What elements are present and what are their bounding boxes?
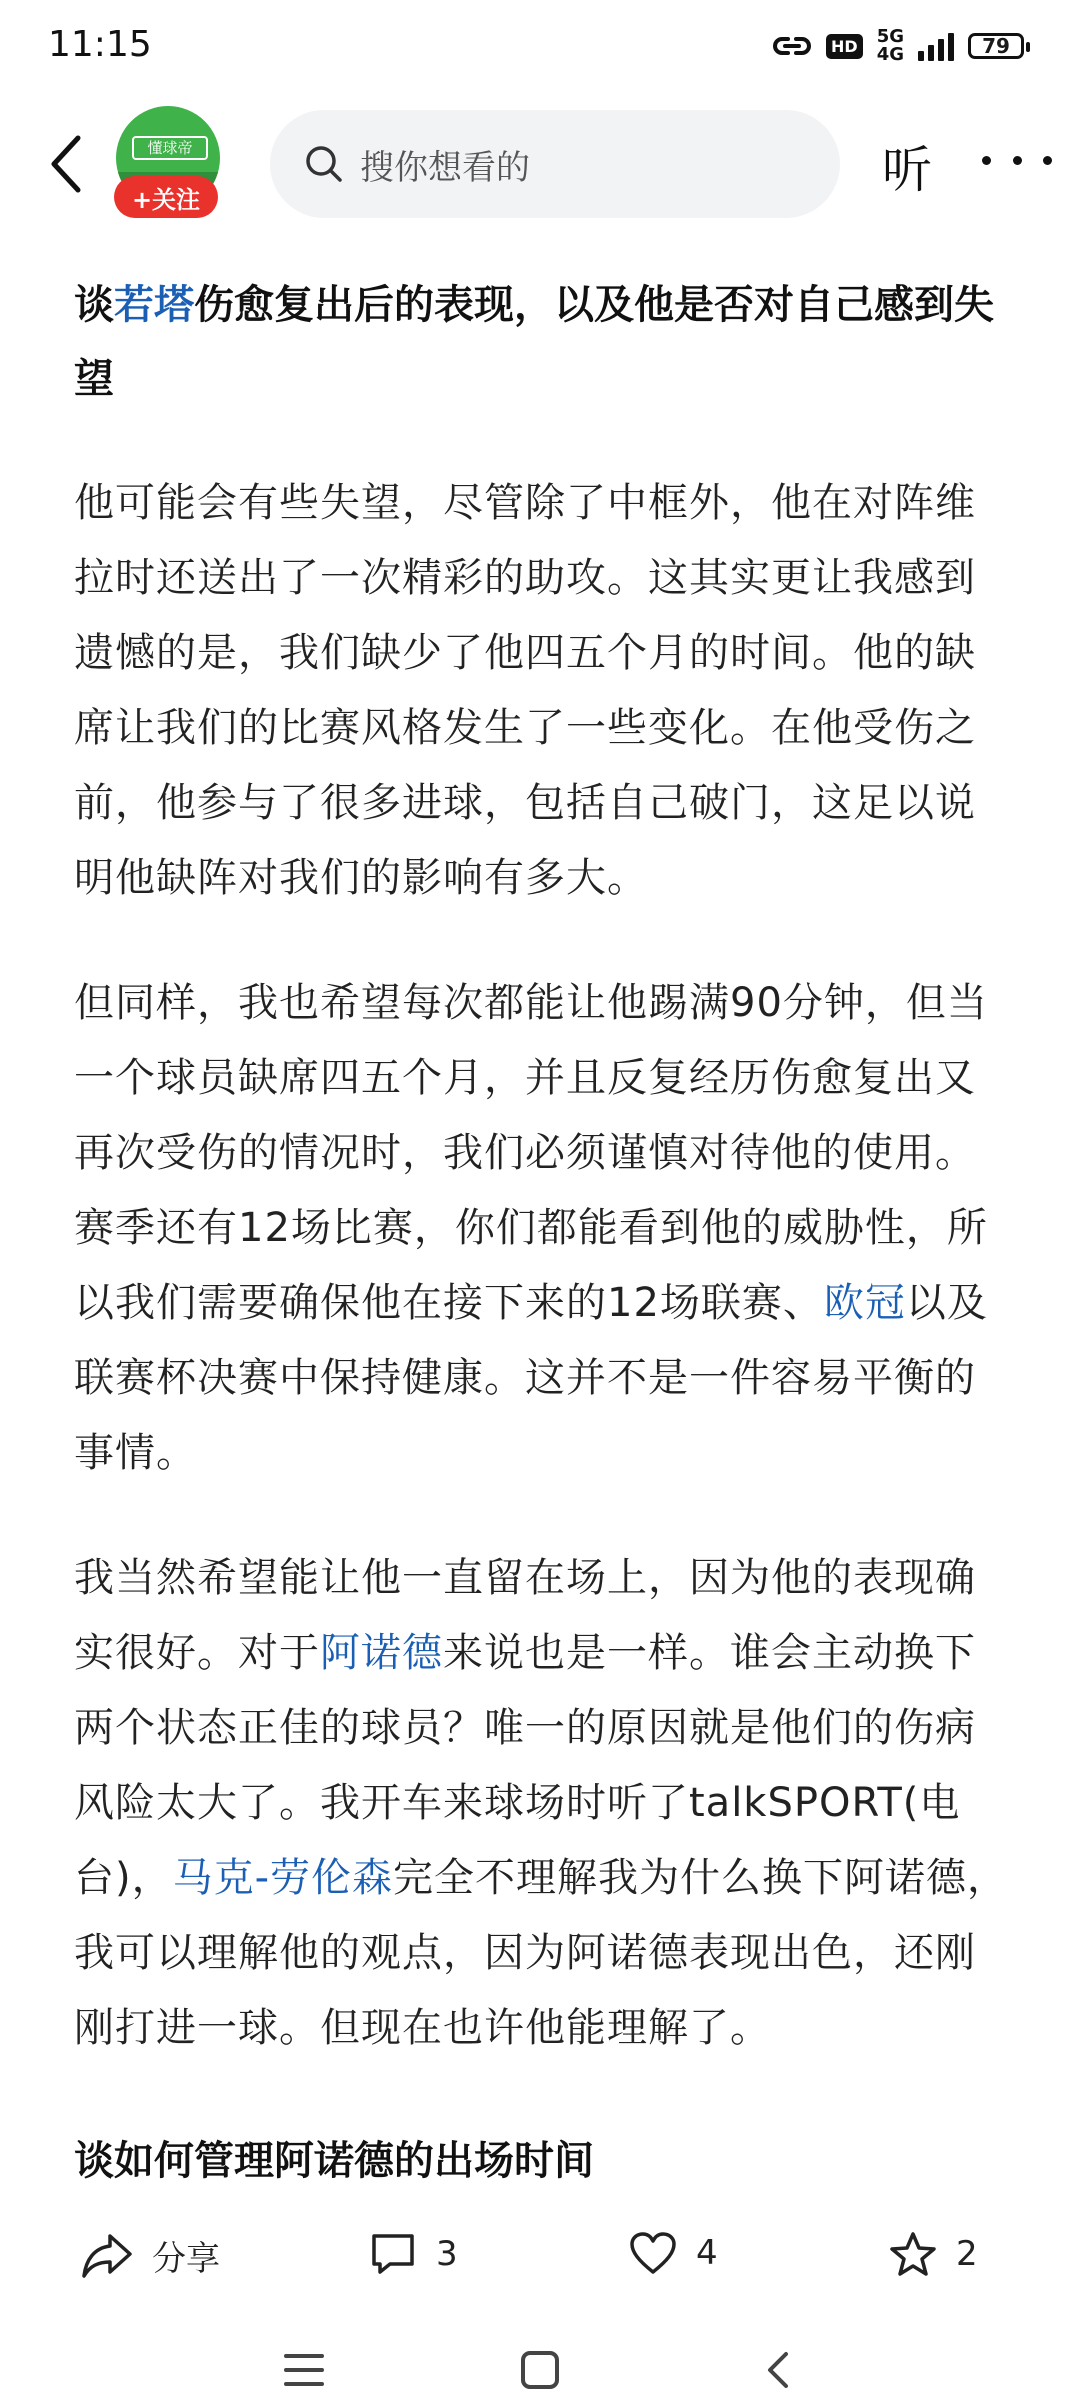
comment-icon: [368, 2230, 418, 2278]
battery-icon: [968, 33, 1024, 59]
topic-link-ucl[interactable]: 欧冠: [823, 1280, 906, 1326]
hd-badge: HD: [826, 34, 863, 59]
player-link-arnold[interactable]: 阿诺德: [320, 1630, 443, 1676]
like-button[interactable]: [628, 2230, 718, 2276]
network-5g-label: 5G: [876, 26, 904, 47]
back-button[interactable]: [36, 126, 96, 202]
like-count: 4: [696, 2233, 718, 2273]
search-icon: [302, 142, 346, 186]
status-bar: [0, 0, 1080, 96]
share-icon: [80, 2230, 134, 2280]
network-4g-label: 4G: [876, 44, 904, 65]
author-avatar-area[interactable]: [112, 106, 222, 218]
follow-button[interactable]: +关注: [114, 176, 218, 218]
favorite-button[interactable]: [888, 2230, 978, 2278]
back-arrow-icon: [48, 134, 84, 194]
top-nav: [0, 100, 1080, 230]
heart-icon: [628, 2230, 678, 2276]
menu-icon[interactable]: [282, 2350, 326, 2390]
avatar-logo-text: 懂球帝: [132, 136, 208, 160]
search-input[interactable]: [270, 110, 840, 218]
share-label: 分享: [152, 2238, 220, 2279]
article-paragraph: 他可能会有些失望，尽管除了中框外，他在对阵维拉时还送出了一次精彩的助攻。这其实更让我感到遗憾的是，我们缺少了他四五个月的时间。他的缺席让我们的比赛风格发生了一些变化。在他受伤之前，他参与了很多进球，包括自己破门，这足以说明他缺阵对我们的影响有多大。: [74, 480, 976, 901]
more-options-icon[interactable]: [982, 130, 1052, 190]
action-bar: [0, 2212, 1080, 2302]
comment-button[interactable]: [368, 2230, 458, 2278]
status-time: 11:15: [48, 24, 152, 65]
article-paragraph: 我当然希望能让他一直留在场上，因为他的表现确实很好。对于阿诺德来说也是一样。谁会主动换下两个状态正佳的球员？唯一的原因就是他们的伤病风险太大了。我开车来球场时听了talkSPORT(电台)，马克-劳伦森完全不理解我为什么换下阿诺德，我可以理解他的观点，因为阿诺德表现出色，还刚刚打进一球。但现在也许他能理解了。: [74, 1555, 1009, 2051]
signal-icon: [918, 31, 954, 61]
section-heading: 谈如何管理阿诺德的出场时间: [74, 2138, 594, 2184]
search-placeholder: 搜你想看的: [360, 147, 530, 188]
person-link-lawrenson[interactable]: 马克-劳伦森: [172, 1855, 394, 1901]
article-paragraph: 但同样，我也希望每次都能让他踢满90分钟，但当一个球员缺席四五个月，并且反复经历伤愈复出又再次受伤的情况时，我们必须谨慎对待他的使用。赛季还有12场比赛，你们都能看到他的威胁性，所以我们需要确保他在接下来的12场联赛、欧冠以及联赛杯决赛中保持健康。这并不是一件容易平衡的事情。: [74, 980, 988, 1476]
listen-button[interactable]: 听: [882, 141, 932, 199]
status-icons: [772, 28, 1024, 64]
link-icon: [772, 31, 812, 61]
home-icon[interactable]: [518, 2350, 562, 2390]
favorite-count: 2: [956, 2234, 978, 2274]
system-nav-bar: [0, 2330, 1080, 2400]
comment-count: 3: [436, 2234, 458, 2274]
battery-level: 79: [982, 34, 1010, 58]
article-body: [74, 268, 1010, 2198]
section-heading: 谈若塔伤愈复出后的表现，以及他是否对自己感到失望: [74, 282, 994, 402]
share-button[interactable]: [80, 2230, 220, 2280]
star-icon: [888, 2230, 938, 2278]
back-nav-icon[interactable]: [760, 2350, 796, 2390]
player-link-jota[interactable]: 若塔: [114, 282, 194, 328]
network-indicator: [877, 28, 904, 64]
